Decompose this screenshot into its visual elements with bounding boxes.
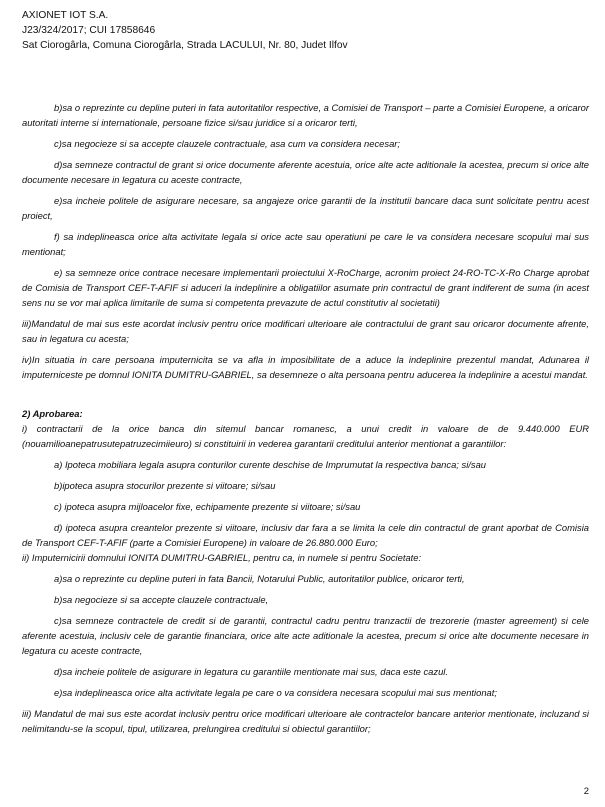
company-registration: J23/324/2017; CUI 17858646 [22,25,156,36]
document-body [22,100,589,736]
paragraph-2c: c) ipoteca asupra mijloacelor fixe, echipamente prezente si viitoare; si/sau [54,501,361,512]
paragraph-2d: d) ipoteca asupra creantelor prezente si viitoare, inclusiv dar fara a se limita la cele din contractul de grant aporbat de Comisia de Transport CEF-T-AFIF (parte a Comisiei Europene) in valoare de 26.880.000 Euro; [22,522,589,548]
company-header [22,8,348,53]
company-name: AXIONET IOT S.A. [22,10,109,21]
paragraph-1c: c)sa negocieze si sa accepte clauzele contractuale, asa cum va considera necesar; [54,138,401,149]
paragraph-1f: f) sa indeplineasca orice alta activitate legala si orice acte sau operatiuni pe care le va considera necesare scopului mai sus mentionat; [22,231,589,257]
paragraph-1iii: iii)Mandatul de mai sus este acordat inclusiv pentru orice modificari ulterioare ale contractului de grant sau oricaror documente afrente, sau in legatura cu acesta; [22,318,589,344]
paragraph-2ii: ii) Imputernicirii domnului IONITA DUMITRU-GABRIEL, pentru ca, in numele si pentru Societate: [22,552,422,563]
paragraph-1d: d)sa semneze contractul de grant si orice documente aferente acestuia, orice alte acte aditionale la acestea, precum si orice alte documente necesare in legatura cu aceste contracte, [22,159,589,185]
paragraph-1e: e)sa incheie politele de asigurare necesare, sa angajeze orice garantii de la institutii bancare daca sunt solicitate pentru acest proiect, [22,195,589,221]
paragraph-2ii-e: e)sa indeplineasca orice alta activitate legala pe care o va considera necesara scopului mai sus mentionat; [54,687,497,698]
paragraph-1iv: iv)In situatia in care persoana imputernicita se va afla in imposibilitate de a aduce la indeplinire prezentul mandat, Adunarea il imputerniceste pe domnul IONITA DUMITRU-GABRIEL, sa desemneze o alta persoana pentru aducerea la indeplinire a acestui mandat. [22,354,589,380]
paragraph-2b: b)ipoteca asupra stocurilor prezente si viitoare; si/sau [54,480,276,491]
paragraph-1b: b)sa o reprezinte cu depline puteri in fata autoritatilor respective, a Comisiei de Transport – parte a Comisiei Europene, a oricaror autoritati interne si internationale, persoane fizice si/sau juridice si a oricaror terti, [22,102,589,128]
section-2-title: 2) Aprobarea: [22,408,83,419]
paragraph-2ii-a: a)sa o reprezinte cu depline puteri in fata Bancii, Notarului Public, autoritatilor publice, oricaror terti, [54,573,465,584]
paragraph-2ii-b: b)sa negocieze si sa accepte clauzele contractuale, [54,594,269,605]
paragraph-2ii-d: d)sa incheie politele de asigurare in legatura cu garantiile mentionate mai sus, daca este cazul. [54,666,448,677]
paragraph-2a: a) Ipoteca mobiliara legala asupra conturilor curente deschise de Imprumutat la respectiva banca; si/sau [54,459,487,470]
paragraph-2iii: iii) Mandatul de mai sus este acordat inclusiv pentru orice modificari ulterioare ale contractelor bancare anterior mentionate, incluzand si nelimitandu-se la scopul, tipul, utilizarea, prelungirea creditului si obiectul garantiilor; [22,708,589,734]
paragraph-1e2: e) sa semneze orice contrace necesare implementarii proiectului X-RoCharge, acronim proiect 24-RO-TC-X-Ro Charge aprobat de Comisia de Transport CEF-T-AFIF si aduceri la indeplinire a obligatiilor asumate prin contractul de grant indiferent de suma (in acest sens nu se vor mai aplica limitarile de suma si competenta prevazute de actul constitutiv al societatii) [22,267,589,308]
company-address: Sat Ciorogârla, Comuna Ciorogârla, Strada LACULUI, Nr. 80, Judet Ilfov [22,40,348,51]
page-number: 2 [583,786,589,797]
paragraph-2ii-c: c)sa semneze contractele de credit si de garantii, contractul cadru pentru tranzactii de trezorerie (master agreement) si cele aferente acestuia, inclusiv cele de garantie financiara, orice alte acte aditionale la acestea, precum si orice alte documente necesare in legatura cu aceste contracte, [22,615,589,656]
paragraph-2i: i) contractarii de la orice banca din sitemul bancar romanesc, a unui credit in valoare de de 9.440.000 EUR (nouamilioanepatrusutepatruzecimiieuro) si constituirii in vederea garantarii creditului anterior mentionat a garantiilor: [22,423,589,449]
